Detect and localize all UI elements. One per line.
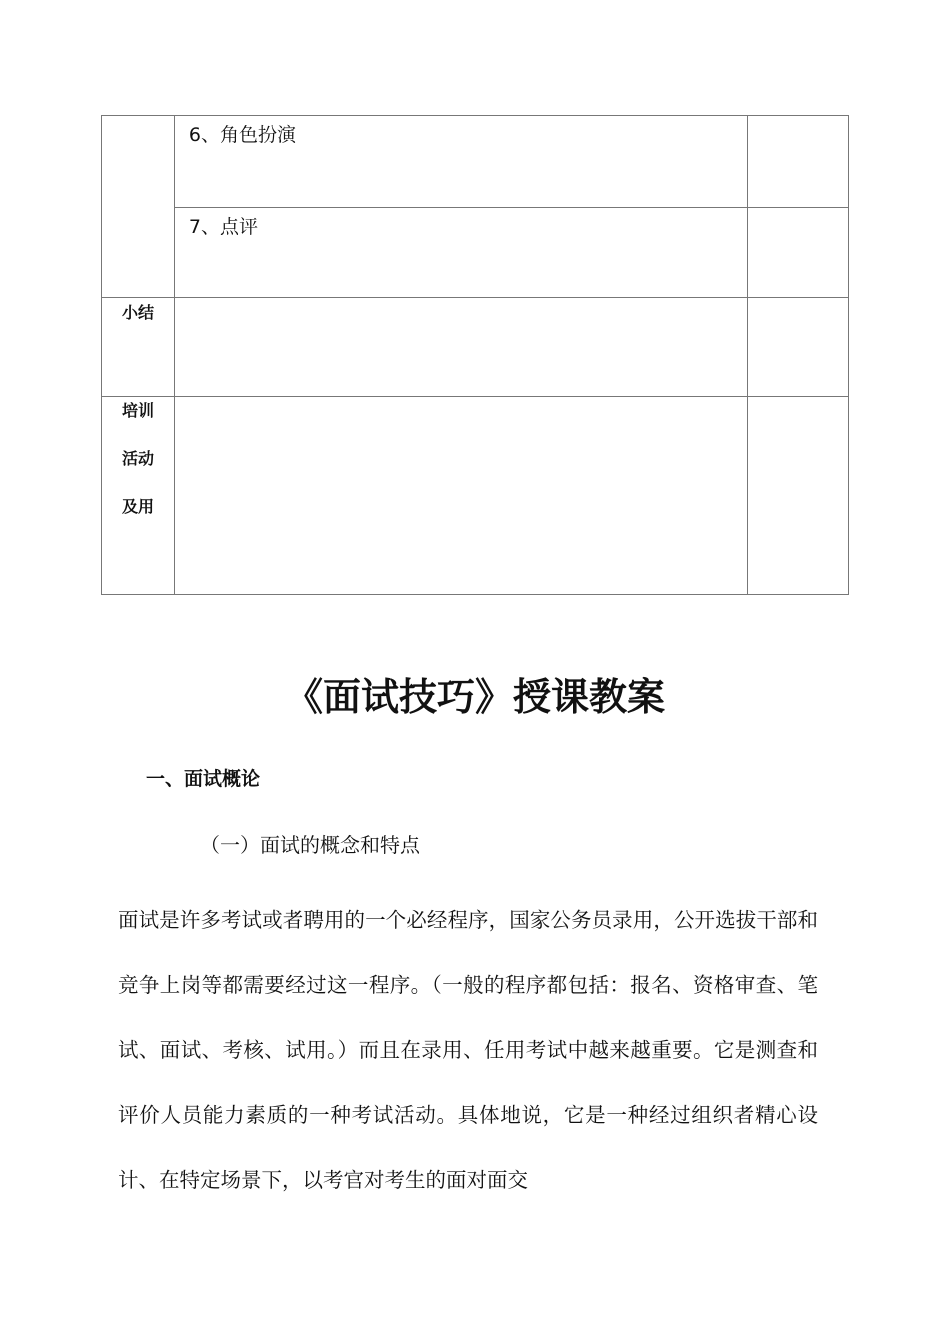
table-cell-content [174, 208, 747, 298]
item-review: 7、点评 [188, 216, 258, 238]
row-label-empty [102, 116, 175, 298]
table-cell-note [748, 298, 849, 397]
training-label-line-2: 活动 [121, 449, 154, 468]
table-cell-note [748, 397, 849, 595]
body-paragraph: 面试是许多考试或者聘用的一个必经程序，国家公务员录用，公开选拔干部和竞争上岗等都需要经过这一程序。（一般的程序都包括：报名、资格审查、笔试、面试、考核、试用。）而且在录用、任用考试中越来越重要。它是测查和评价人员能力素质的一种考试活动。具体地说，它是一种经过组织者精心设计、在特定场景下，以考官对考生的面对面交 [118, 908, 818, 1192]
table-row [102, 116, 849, 208]
training-label-line-1: 培训 [121, 401, 154, 420]
section-heading: 一、面试概论 [146, 768, 261, 790]
table-row [102, 298, 849, 397]
table-cell-note [748, 208, 849, 298]
table-row [102, 397, 849, 595]
training-label-line-3: 及用 [121, 497, 154, 516]
item-role-play: 6、角色扮演 [188, 124, 296, 146]
subsection-heading: （一）面试的概念和特点 [200, 833, 420, 857]
table-cell-content [174, 397, 747, 595]
row-label-summary [102, 298, 175, 397]
table-cell-content [174, 298, 747, 397]
summary-label: 小结 [121, 303, 154, 322]
lesson-plan-table [101, 115, 849, 595]
row-label-training [102, 397, 175, 595]
table-cell-note [748, 116, 849, 208]
table-row [102, 208, 849, 298]
document-title: 《面试技巧》授课教案 [284, 675, 665, 719]
table-cell-content [174, 116, 747, 208]
